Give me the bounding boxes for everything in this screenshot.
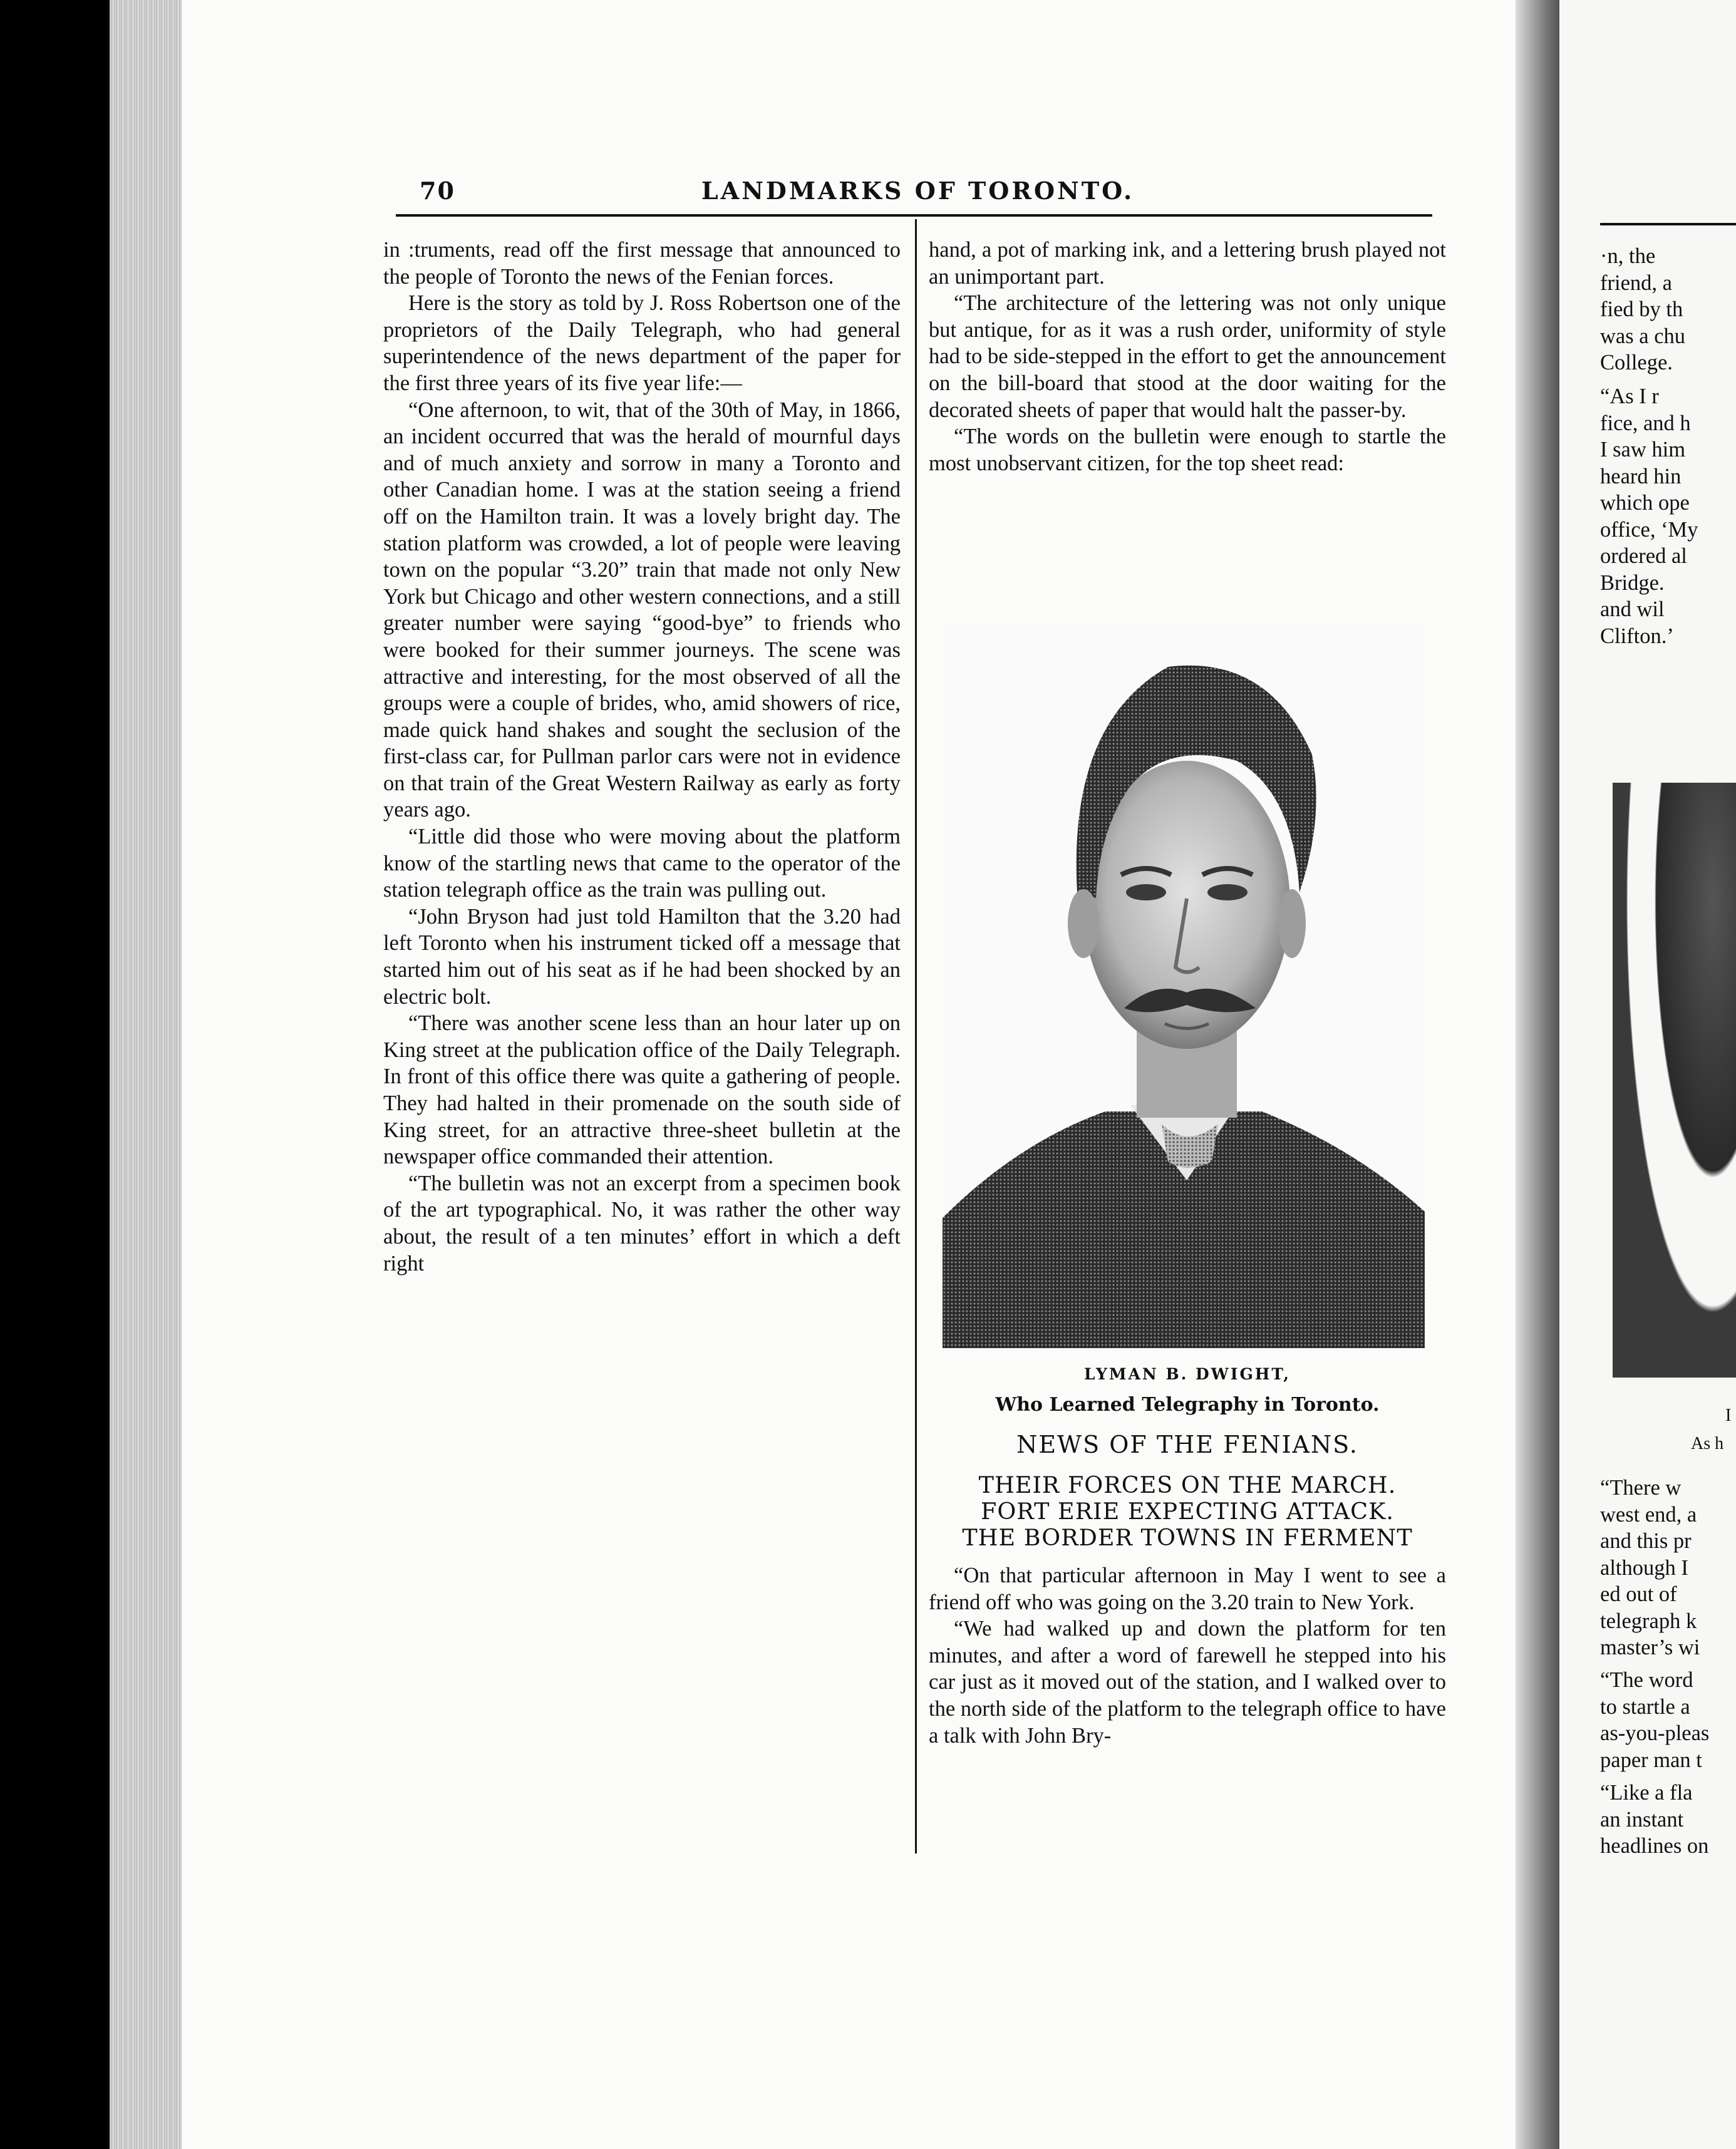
facing-page-line: telegraph k xyxy=(1600,1609,1697,1633)
column-rule xyxy=(915,219,917,1853)
facing-page-caption: I xyxy=(1725,1406,1732,1425)
facing-page-line: I saw him xyxy=(1600,438,1686,461)
header-rule xyxy=(396,214,1432,217)
paragraph: “John Bryson had just told Hamilton that the 3.20 had left Toronto when his instrument ticked off a message that started him out of his seat as if he had been shocked by an electric bolt. xyxy=(383,904,901,1009)
portrait-caption-name: LYMAN B. DWIGHT, xyxy=(1084,1365,1291,1383)
facing-page-line: “The word xyxy=(1600,1668,1693,1692)
facing-page-line: “Like a fla xyxy=(1600,1781,1693,1805)
facing-page-line: although I xyxy=(1600,1556,1688,1580)
paragraph: Here is the story as told by J. Ross Robertson one of the proprietors of the Daily Telegraph, who had general superintendence of the news department of the paper for the first three years of its five year life:— xyxy=(383,291,901,395)
paragraph: “On that particular afternoon in May I went to see a friend off who was going on the 3.20 train to New York. xyxy=(929,1564,1446,1614)
facing-page-line: office, ‘My xyxy=(1600,518,1698,542)
bulletin-headline: NEWS OF THE FENIANS. xyxy=(1016,1431,1358,1458)
paragraph: “The architecture of the lettering was not only unique but antique, for as it was a rush order, uniformity of style had to be side-stepped in the effort to get the announcement on the bill-board that stood at the door waiting for the decorated sheets of paper that would halt the passer-by. xyxy=(929,291,1446,422)
facing-page-line: ·n, the xyxy=(1600,244,1656,268)
page-number: 70 xyxy=(420,177,455,205)
running-title: LANDMARKS OF TORONTO. xyxy=(701,177,1135,205)
facing-page-line: Clifton.’ xyxy=(1600,624,1674,648)
paragraph: “One afternoon, to wit, that of the 30th of May, in 1866, an incident occurred that was the herald of mournful days and of much anxiety and sorrow in many a Toronto and other Canadian home. I was at the station seeing a friend off on the Hamilton train. It was a lovely bright day. The station platform was crowded, a lot of people were leaving town on the popular “3.20” train that made not only New York but Chicago and other western connections, and a still greater number were saying “good-bye” to friends who were booked for their summer journeys. The scene was attractive and interesting, for the most observed of all the groups were a couple of brides, who, amid showers of rice, made quick hand shakes and sought the seclusion of the first-class car, for Pullman parlor cars were not in evidence on that train of the Great Western Railway as early as forty years ago. xyxy=(383,398,901,822)
facing-page-line: ordered al xyxy=(1600,544,1687,568)
portrait-caption-description: Who Learned Telegraphy in Toronto. xyxy=(995,1394,1380,1416)
facing-page-photo xyxy=(1613,783,1736,1378)
facing-page-line: west end, a xyxy=(1600,1503,1697,1527)
facing-page-line: which ope xyxy=(1600,491,1690,515)
paragraph: hand, a pot of marking ink, and a lettering brush played not an unimportant part. xyxy=(929,238,1446,289)
book-page-edges xyxy=(110,0,185,2149)
facing-page-line: Bridge. xyxy=(1600,571,1665,595)
middle-column-top xyxy=(929,237,1446,477)
facing-page-line: College. xyxy=(1600,351,1673,374)
facing-page-line: friend, a xyxy=(1600,271,1672,295)
facing-page-line: and wil xyxy=(1600,597,1665,621)
bulletin-line: THE BORDER TOWNS IN FERMENT xyxy=(962,1524,1413,1551)
facing-page-line: fied by th xyxy=(1600,297,1683,321)
running-head xyxy=(395,177,1434,214)
facing-page-caption: As h xyxy=(1691,1434,1724,1453)
facing-page-line: headlines on xyxy=(1600,1834,1709,1858)
facing-page-line: as-you-pleas xyxy=(1600,1721,1710,1745)
middle-column-bottom xyxy=(929,1562,1446,1749)
paragraph: “There was another scene less than an hour later up on King street at the publication office of the Daily Telegraph. In front of this office there was quite a gathering of people. They had halted in their promenade on the south side of King street, for an attractive three-sheet bulletin at the newspaper office commanded their attention. xyxy=(383,1011,901,1169)
paragraph: in :truments, read off the first message that announced to the people of Toronto the news of the Fenian forces. xyxy=(383,238,901,289)
facing-page-line: fice, and h xyxy=(1600,411,1691,435)
facing-page-line: master’s wi xyxy=(1600,1636,1700,1659)
facing-page-line: was a chu xyxy=(1600,324,1686,348)
portrait-illustration xyxy=(943,629,1425,1348)
facing-page-rule xyxy=(1600,223,1736,225)
facing-page-line: “There w xyxy=(1600,1476,1682,1500)
bulletin-line: THEIR FORCES ON THE MARCH. xyxy=(978,1471,1397,1498)
paragraph: “We had walked up and down the platform for ten minutes, and after a word of farewell he stepped into his car just as it moved out of the station, and I walked over to the north side of the platform to the telegraph office to have a talk with John Bry- xyxy=(929,1617,1446,1748)
paragraph: “Little did those who were moving about the platform know of the startling news that came to the operator of the station telegraph office as the train was pulling out. xyxy=(383,825,901,902)
facing-page-line: “As I r xyxy=(1600,384,1659,408)
left-column xyxy=(383,237,901,1277)
facing-page-line: to startle a xyxy=(1600,1695,1690,1719)
paragraph: “The bulletin was not an excerpt from a specimen book of the art typographical. No, it was rather the other way about, the result of a ten minutes’ effort in which a deft right xyxy=(383,1171,901,1275)
facing-page-line: an instant xyxy=(1600,1808,1684,1832)
facing-page-line: paper man t xyxy=(1600,1748,1702,1772)
facing-page-line: ed out of xyxy=(1600,1582,1677,1606)
portrait-photo xyxy=(943,629,1425,1348)
paragraph: “The words on the bulletin were enough to startle the most unobservant citizen, for the top sheet read: xyxy=(929,425,1446,475)
facing-page-line: and this pr xyxy=(1600,1529,1692,1553)
bulletin-line: FORT ERIE EXPECTING ATTACK. xyxy=(981,1498,1394,1525)
facing-page-line: heard hin xyxy=(1600,465,1682,488)
